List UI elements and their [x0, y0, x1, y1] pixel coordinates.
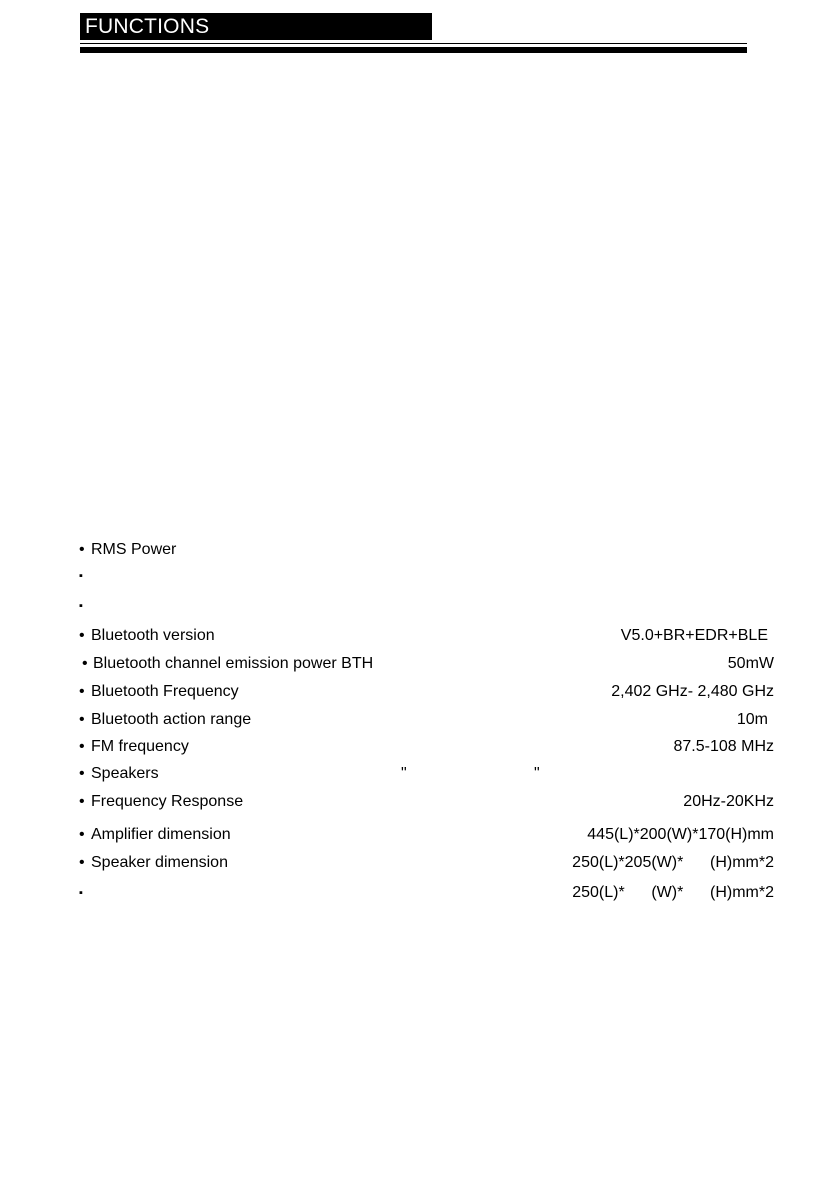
inch-mark: "	[401, 765, 407, 782]
spec-row-speaker-dimension	[79, 852, 774, 874]
spec-row-speakers	[79, 763, 774, 785]
spec-row-amplifier-dimension	[79, 824, 774, 846]
spec-row-blank-2	[79, 595, 774, 617]
spec-value: 2,402 GHz- 2,480 GHz	[611, 683, 774, 700]
spec-value: 250(L)*205(W)* (H)mm*2	[572, 854, 774, 871]
spec-value: 10m	[736, 711, 768, 728]
section-header	[80, 13, 432, 40]
spec-value: 87.5-108 MHz	[673, 738, 774, 755]
spec-label: Speaker dimension	[91, 854, 228, 871]
spec-value: V5.0+BR+EDR+BLE	[620, 627, 768, 644]
bullet: •	[79, 765, 85, 782]
spec-row-bluetooth-version	[79, 625, 774, 647]
spec-label: Bluetooth Frequency	[91, 683, 239, 700]
bullet: •	[79, 738, 85, 755]
bullet: •	[79, 826, 85, 843]
bullet: •	[79, 854, 85, 871]
spec-label: Speakers	[91, 765, 159, 782]
spec-label: Bluetooth action range	[91, 711, 252, 728]
spec-value: 250(L)* (W)* (H)mm*2	[572, 884, 774, 901]
spec-value: 445(L)*200(W)*170(H)mm	[587, 826, 774, 843]
spec-label: Amplifier dimension	[91, 826, 231, 843]
header-rule-thin	[80, 43, 747, 44]
page-title: FUNCTIONS	[85, 15, 210, 38]
spec-label: FM frequency	[91, 738, 189, 755]
spec-row-bluetooth-range	[79, 709, 774, 731]
bullet: •	[79, 711, 85, 728]
spec-value: 50mW	[727, 655, 774, 672]
bullet: •	[79, 627, 85, 644]
inch-mark: "	[534, 765, 540, 782]
spec-label: Bluetooth channel emission power BTH	[93, 655, 374, 672]
spec-row-rms-power	[79, 539, 774, 561]
header-rule-thick	[80, 47, 747, 53]
spec-row-bluetooth-emission-power	[79, 653, 774, 675]
spec-row-frequency-response	[79, 791, 774, 813]
spec-row-blank-1	[79, 565, 774, 587]
bullet: •	[79, 541, 85, 558]
bullet: ▪	[79, 570, 83, 582]
spec-row-bluetooth-frequency	[79, 681, 774, 703]
spec-label: Bluetooth version	[91, 627, 215, 644]
bullet: •	[79, 793, 85, 810]
spec-label: Frequency Response	[91, 793, 244, 810]
bullet: •	[82, 655, 88, 672]
spec-row-blank-dimension	[79, 882, 774, 904]
spec-row-fm-frequency	[79, 736, 774, 758]
spec-value: 20Hz-20KHz	[683, 793, 774, 810]
bullet: •	[79, 683, 85, 700]
bullet: ▪	[79, 887, 83, 899]
bullet: ▪	[79, 600, 83, 612]
spec-label: RMS Power	[91, 541, 177, 558]
